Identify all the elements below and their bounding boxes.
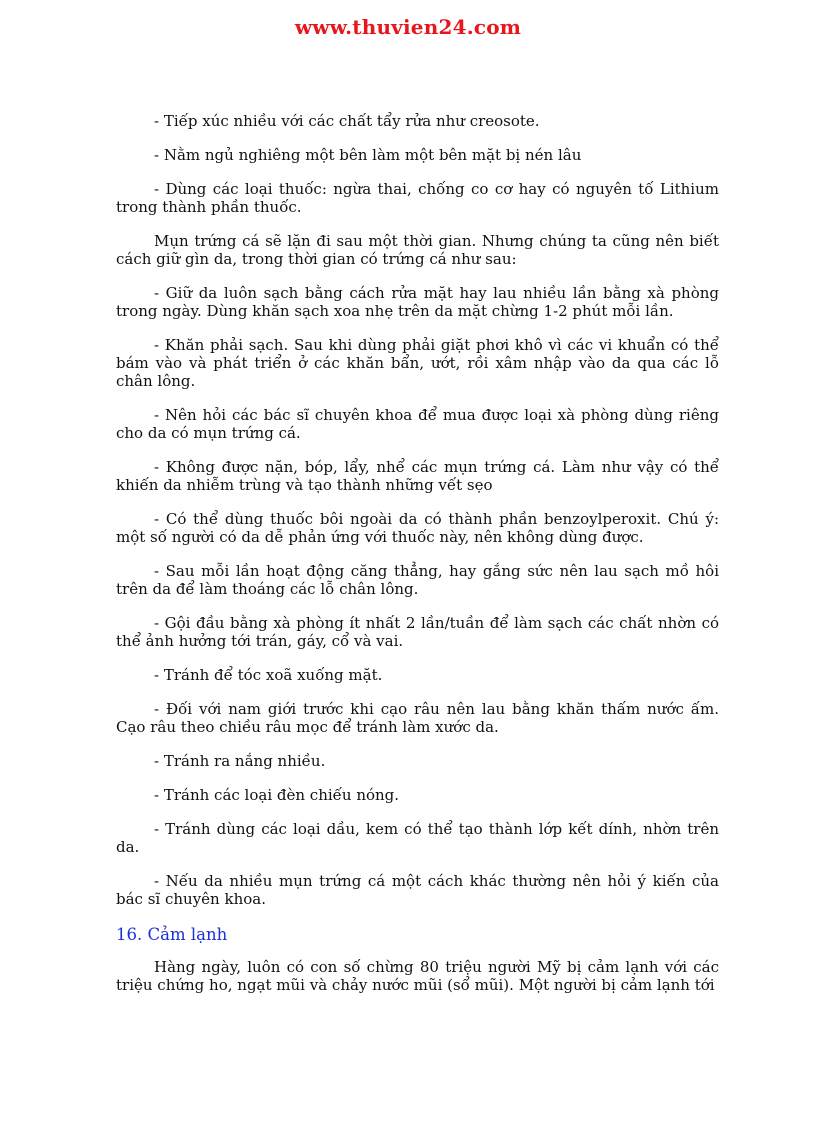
paragraph: - Giữ da luôn sạch bằng cách rửa mặt hay lau nhiều lần bằng xà phòng trong ngày. Dùng khăn sạch xoa nhẹ trên da mặt chừng 1-2 phút mỗi lần.: [116, 284, 719, 320]
paragraph: - Tiếp xúc nhiều với các chất tẩy rửa như creosote.: [154, 112, 540, 130]
site-header-url: www.thuvien24.com: [294, 15, 522, 39]
paragraph: - Nằm ngủ nghiêng một bên làm một bên mặt bị nén lâu: [154, 146, 582, 164]
paragraph: - Khăn phải sạch. Sau khi dùng phải giặt phơi khô vì các vi khuẩn có thể bám vào và phát triển ở các khăn bẩn, ướt, rồi xâm nhập vào da qua các lỗ chân lông.: [116, 336, 719, 390]
paragraph: Hàng ngày, luôn có con số chừng 80 triệu người Mỹ bị cảm lạnh với các triệu chứng ho, ngạt mũi và chảy nước mũi (sổ mũi). Một người bị cảm lạnh tới: [116, 958, 719, 994]
paragraph: - Có thể dùng thuốc bôi ngoài da có thành phần benzoylperoxit. Chú ý: một số người có da dễ phản ứng với thuốc này, nên không dùng được.: [116, 510, 719, 546]
paragraph: Mụn trứng cá sẽ lặn đi sau một thời gian. Nhưng chúng ta cũng nên biết cách giữ gìn da, trong thời gian có trứng cá như sau:: [116, 232, 719, 268]
paragraph: - Sau mỗi lần hoạt động căng thẳng, hay gắng sức nên lau sạch mồ hôi trên da để làm thoáng các lỗ chân lông.: [116, 562, 719, 598]
paragraph: - Dùng các loại thuốc: ngừa thai, chống co cơ hay có nguyên tố Lithium trong thành phần thuốc.: [116, 180, 719, 216]
paragraph: - Tránh ra nắng nhiều.: [154, 752, 326, 770]
paragraph: - Đối với nam giới trước khi cạo râu nên lau bằng khăn thấm nước ấm. Cạo râu theo chiều râu mọc để tránh làm xước da.: [116, 700, 719, 736]
paragraph: - Không được nặn, bóp, lẩy, nhể các mụn trứng cá. Làm như vậy có thể khiến da nhiễm trùng và tạo thành những vết sẹo: [116, 458, 719, 494]
paragraph: - Tránh dùng các loại dầu, kem có thể tạo thành lớp kết dính, nhờn trên da.: [116, 820, 719, 856]
paragraph: - Gội đầu bằng xà phòng ít nhất 2 lần/tuần để làm sạch các chất nhờn có thể ảnh hưởng tới trán, gáy, cổ và vai.: [116, 614, 719, 650]
document-body: [116, 112, 719, 1010]
paragraph: - Nên hỏi các bác sĩ chuyên khoa để mua được loại xà phòng dùng riêng cho da có mụn trứng cá.: [116, 406, 719, 442]
paragraph: - Tránh để tóc xoã xuống mặt.: [154, 666, 383, 684]
paragraph: - Tránh các loại đèn chiếu nóng.: [154, 786, 400, 804]
section-heading: 16. Cảm lạnh: [116, 925, 228, 944]
paragraph: - Nếu da nhiều mụn trứng cá một cách khác thường nên hỏi ý kiến của bác sĩ chuyên khoa.: [116, 872, 719, 908]
